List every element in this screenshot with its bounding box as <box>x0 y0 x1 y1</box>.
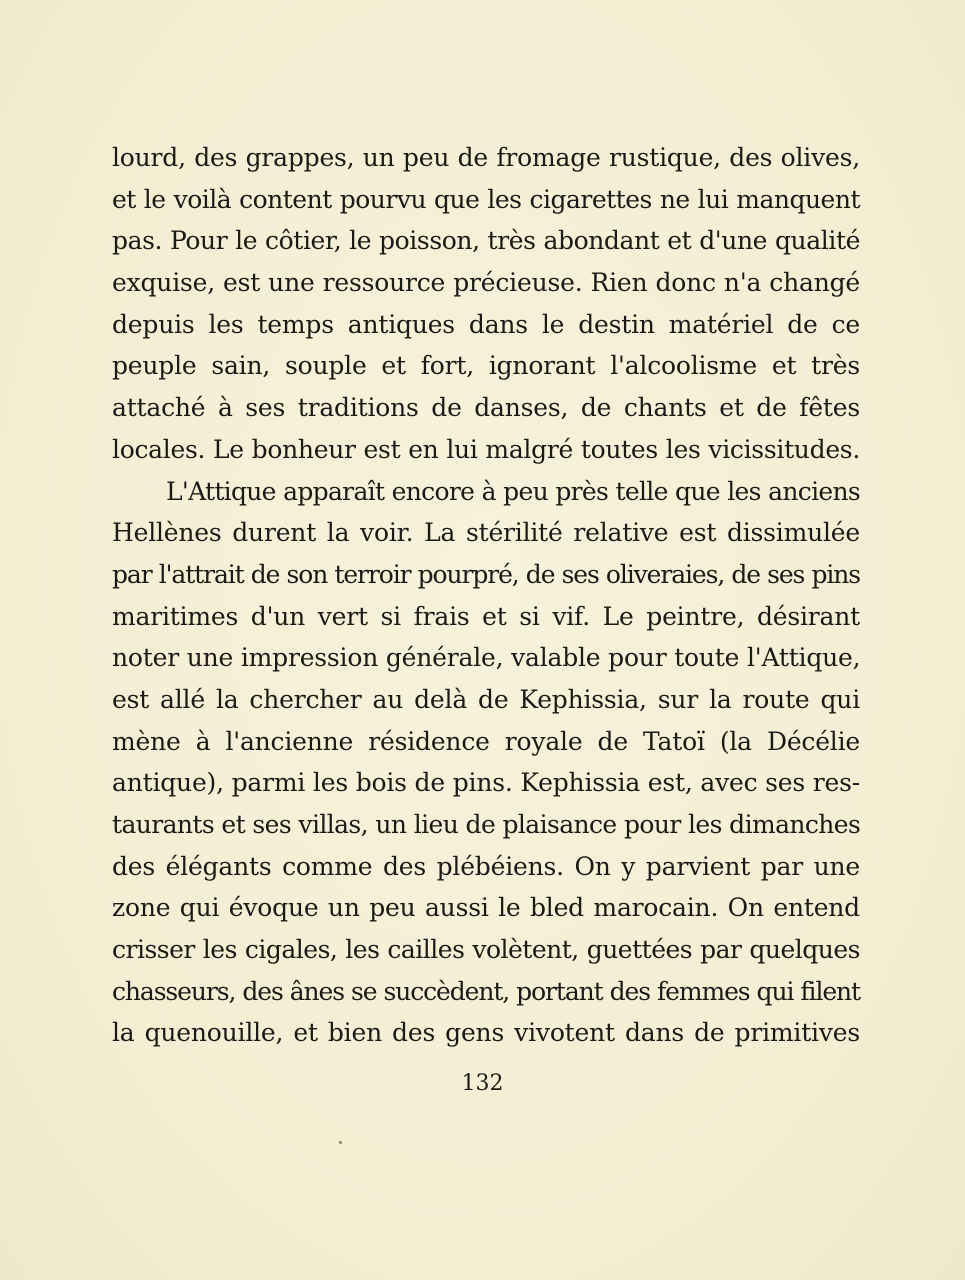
text-line: Hellènes durent la voir. La stérilité relative est dissimulée <box>112 518 860 548</box>
text-line: peuple sain, souple et fort, ignorant l'alcoolisme et très <box>112 351 860 381</box>
page-number: 132 <box>461 1071 504 1096</box>
text-line: pas. Pour le côtier, le poisson, très abondant et d'une qualité <box>112 226 860 256</box>
text-line: maritimes d'un vert si frais et si vif. Le peintre, désirant <box>112 601 860 631</box>
paragraph-end-line: locales. Le bonheur est en lui malgré toutes les vicissitudes. <box>112 434 860 464</box>
text-line: crisser les cigales, les cailles volètent, guettées par quelques <box>112 935 860 965</box>
text-line: la quenouille, et bien des gens vivotent dans de primitives <box>112 1018 860 1048</box>
text-line: mène à l'ancienne résidence royale de Tatoï (la Décélie <box>112 726 860 756</box>
body-text <box>112 137 860 1054</box>
text-line: attaché à ses traditions de danses, de chants et de fêtes <box>112 393 860 423</box>
text-line: des élégants comme des plébéiens. On y parvient par une <box>112 851 860 881</box>
text-line: et le voilà content pourvu que les cigarettes ne lui manquent <box>112 184 860 214</box>
text-line: zone qui évoque un peu aussi le bled marocain. On entend <box>112 893 860 923</box>
text-line: lourd, des grappes, un peu de fromage rustique, des olives, <box>112 143 860 172</box>
paragraph-first-line: L'Attique apparaît encore à peu près telle que les anciens <box>166 476 860 506</box>
text-line: noter une impression générale, valable pour toute l'Attique, <box>112 643 861 673</box>
text-line: depuis les temps antiques dans le destin matériel de ce <box>112 309 860 339</box>
text-line: antique), parmi les bois de pins. Kephissia est, avec ses res- <box>112 768 860 798</box>
text-line: est allé la chercher au delà de Kephissia, sur la route qui <box>112 684 860 714</box>
text-line: taurants et ses villas, un lieu de plaisance pour les dimanches <box>112 810 861 839</box>
text-line: chasseurs, des ânes se succèdent, portant des femmes qui filent <box>112 976 860 1006</box>
paper-speck <box>339 1141 342 1144</box>
text-line: par l'attrait de son terroir pourpré, de ses oliveraies, de ses pins <box>112 559 860 589</box>
text-line: exquise, est une ressource précieuse. Rien donc n'a changé <box>112 268 860 298</box>
